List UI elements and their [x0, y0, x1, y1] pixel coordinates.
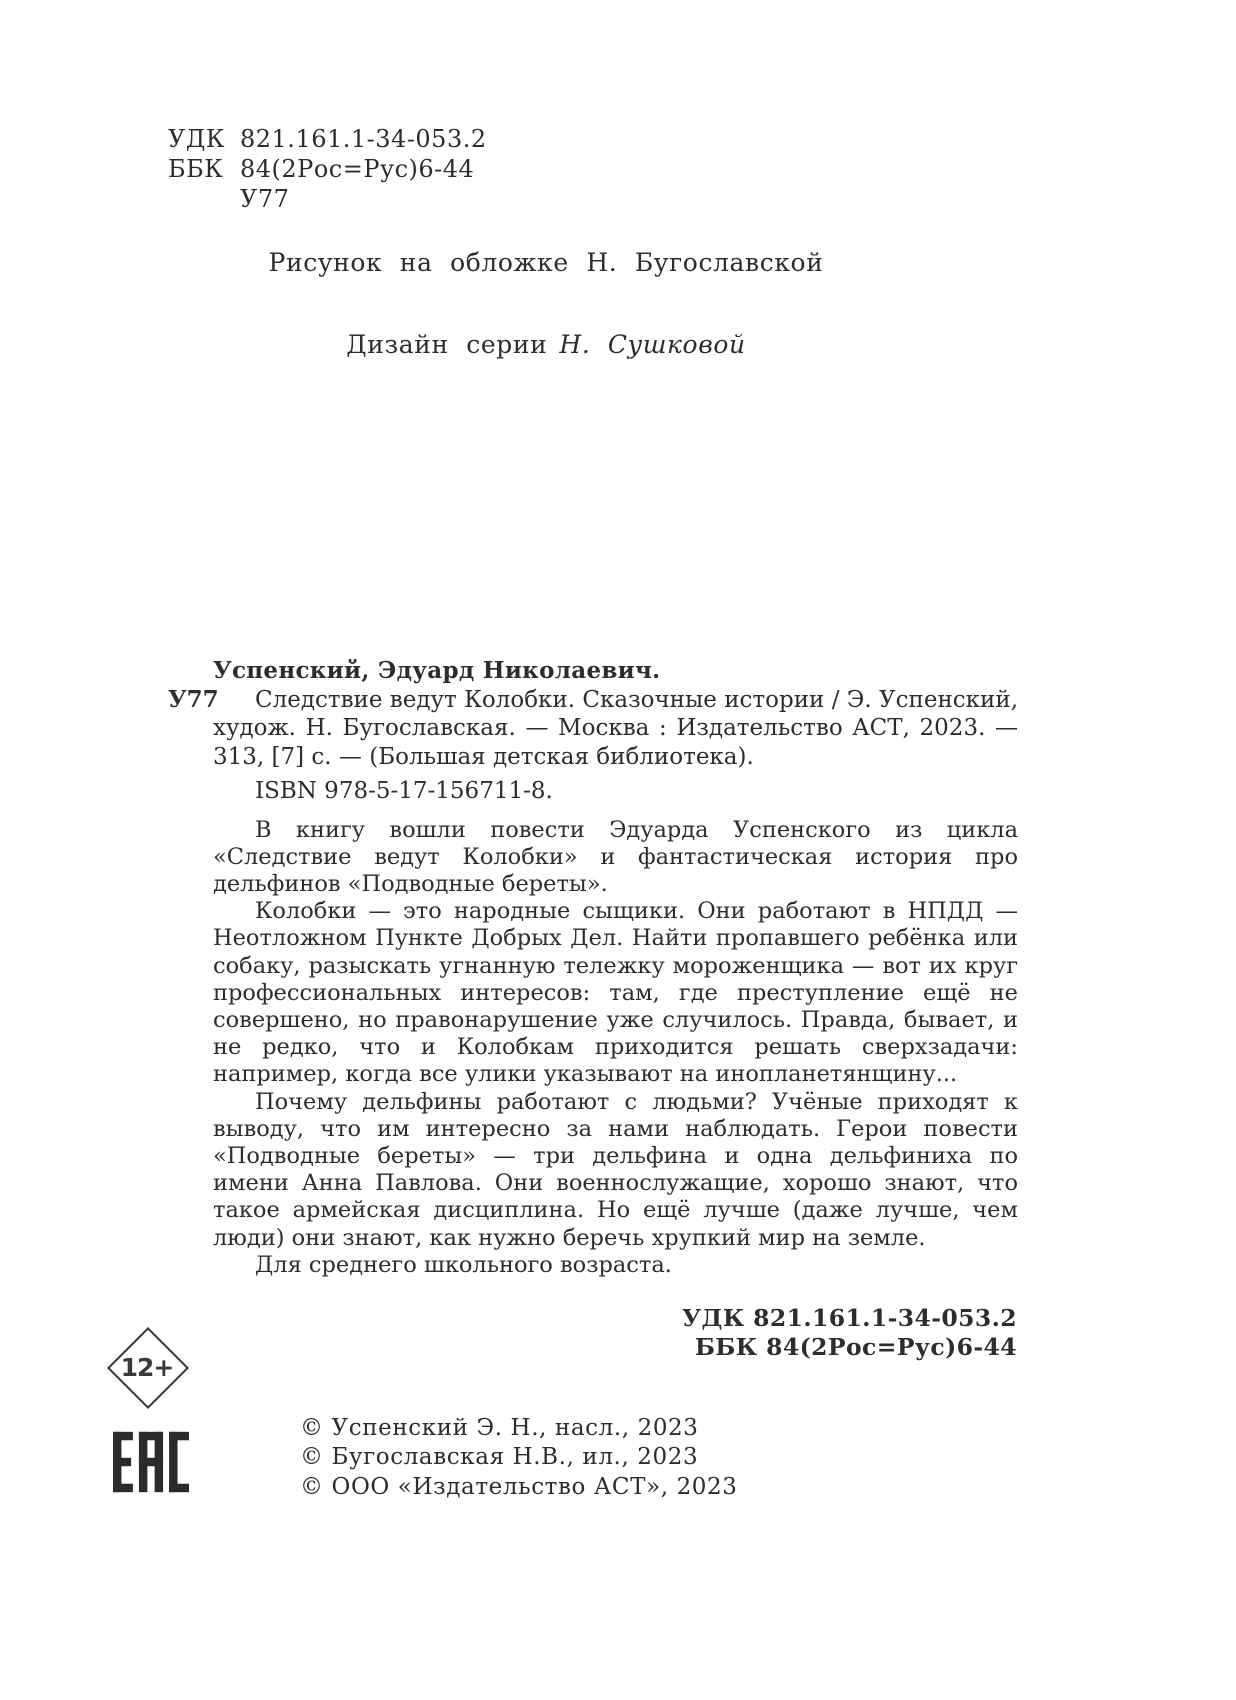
catalog-entry-text: Следствие ведут Колобки. Сказочные истории / Э. Успенский, худож. Н. Бугославская. — Москва : Издательство АСТ, 2023. — 313, [7] с. — (Большая детская библиотека).: [213, 686, 1018, 770]
catalog-author-heading: Успенский, Эдуард Николаевич.: [213, 657, 661, 684]
udk-label: УДК: [168, 125, 225, 153]
cover-artist-credit: Рисунок на обложке Н. Бугославской: [268, 248, 824, 277]
series-design-label: Дизайн серии: [346, 330, 548, 359]
annotation-paragraph: Для среднего школьного возраста.: [255, 1251, 672, 1278]
eac-logo-icon: [113, 1426, 189, 1502]
bbk-label: ББК: [168, 155, 224, 183]
series-designer-name: Н. Сушковой: [559, 330, 746, 359]
catalog-entry-wrap: [168, 685, 1018, 772]
top-classification-block: [168, 124, 487, 214]
series-design-credit: [346, 330, 745, 359]
annotation-block: [213, 817, 1018, 1279]
copyright-line: © Успенский Э. Н., насл., 2023: [300, 1415, 699, 1441]
bbk-value: 84(2Рос=Рус)6-44: [240, 155, 475, 183]
bbk-row: [168, 154, 487, 184]
catalog-block: [168, 657, 1018, 1279]
author-code-value: У77: [240, 185, 290, 213]
copyright-line: © Бугославская Н.В., ил., 2023: [300, 1444, 699, 1471]
catalog-entry-code: У77: [168, 685, 219, 713]
copyright-block: [300, 1414, 738, 1502]
annotation-paragraph: Колобки — это народные сыщики. Они работают в НПДД — Неотложном Пункте Добрых Дел. Найти пропавшего ребёнка или собаку, разыскать угнанную тележку мороженщика — вот их круг профессиональных интересов: там, где преступление ещё не совершено, но правонарушение уже случилось. Правда, бывает, и не редко, что и Колобкам приходится решать сверхзадачи: например, когда все улики указывают на инопланетянщину...: [213, 898, 1018, 1088]
isbn-line: ISBN 978-5-17-156711-8.: [255, 778, 553, 804]
annotation-paragraph: Почему дельфины работают с людьми? Учёные приходят к выводу, что им интересно за нами наблюдать. Герои повести «Подводные береты» — три дельфина и одна дельфиниха по имени Анна Павлова. Они военнослужащие, хорошо знают, что такое армейская дисциплина. Но ещё лучше (даже лучше, чем люди) они знают, как нужно беречь хрупкий мир на земле.: [213, 1088, 1018, 1251]
bottom-bbk-line: ББК 84(2Рос=Рус)6-44: [694, 1333, 1017, 1361]
udk-value: 821.161.1-34-053.2: [240, 125, 487, 153]
author-code-row: [168, 184, 487, 214]
bottom-classification-block: [682, 1304, 1017, 1362]
copyright-line: © ООО «Издательство АСТ», 2023: [300, 1473, 738, 1500]
age-rating-text: 12+: [120, 1352, 174, 1382]
age-rating-badge: [106, 1326, 188, 1408]
bottom-udk-line: УДК 821.161.1-34-053.2: [682, 1304, 1017, 1332]
annotation-paragraph: В книгу вошли повести Эдуарда Успенского из цикла «Следствие ведут Колобки» и фантастическая история про дельфинов «Подводные береты».: [213, 816, 1018, 897]
udk-row: [168, 124, 487, 154]
